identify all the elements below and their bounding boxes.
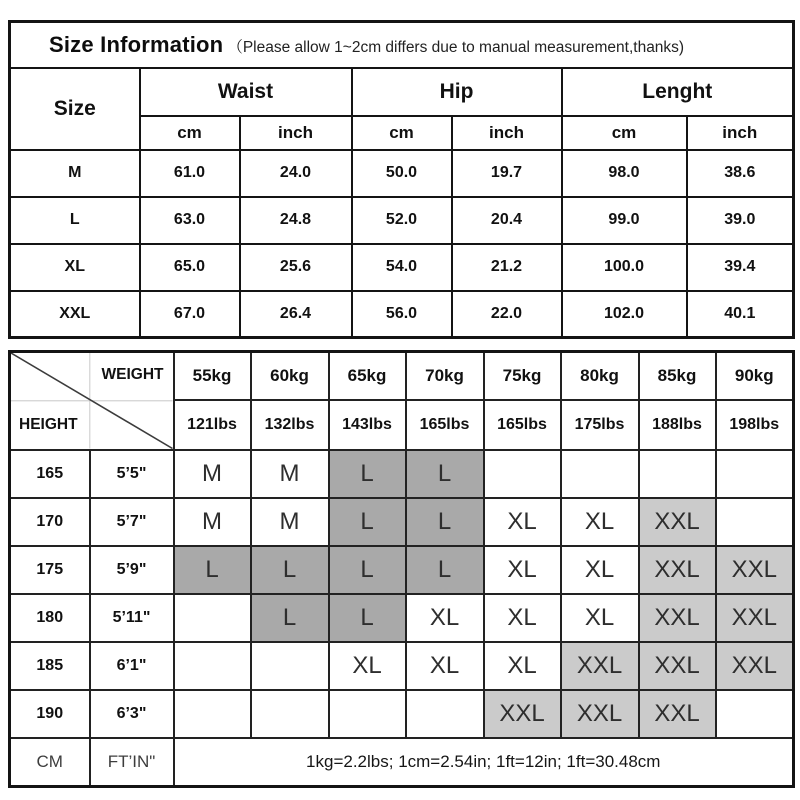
fit-cell [639,450,716,498]
table-title-cell [10,22,794,68]
weight-lbs-header: 165lbs [406,400,484,450]
measurement-cell: 67.0 [140,291,240,338]
fit-cell: XL [561,498,639,546]
fit-cell: L [329,546,406,594]
measurement-cell: 52.0 [352,197,452,244]
measurement-cell: 102.0 [562,291,687,338]
unit-header: inch [240,116,352,150]
measurement-cell: 24.8 [240,197,352,244]
size-row-l [10,197,794,244]
fit-cell: XL [406,642,484,690]
fit-row-175 [10,546,794,594]
length-header: Lenght [562,68,794,116]
fit-cell: XXL [561,690,639,738]
height-ftin-cell: 6’1" [90,642,174,690]
fit-cell: XL [484,498,561,546]
size-column-header: Size [10,68,140,150]
measurement-cell: 50.0 [352,150,452,197]
fit-cell [716,450,794,498]
height-cm-cell: 170 [10,498,90,546]
fit-cell: XXL [716,642,794,690]
height-weight-corner-cell [10,352,174,450]
fit-cell [174,594,251,642]
size-row-label: XL [10,244,140,291]
fit-cell [174,690,251,738]
fit-cell [484,450,561,498]
height-cm-cell: 180 [10,594,90,642]
unit-header: cm [140,116,240,150]
height-ftin-cell: 6’3" [90,690,174,738]
fit-cell [561,450,639,498]
fit-cell: XXL [639,690,716,738]
fit-cell: XXL [639,642,716,690]
fit-cell: L [251,546,329,594]
height-cm-cell: 165 [10,450,90,498]
fit-cell: XXL [639,546,716,594]
fit-cell: M [251,498,329,546]
weight-kg-header: 85kg [639,352,716,400]
size-row-label: L [10,197,140,244]
fit-cell: XL [484,546,561,594]
measurement-cell: 22.0 [452,291,562,338]
size-row-m [10,150,794,197]
weight-kg-header: 80kg [561,352,639,400]
weight-lbs-header: 188lbs [639,400,716,450]
weight-kg-header: 75kg [484,352,561,400]
fit-row-190 [10,690,794,738]
fit-cell: L [406,546,484,594]
fit-cell [716,498,794,546]
height-weight-fit-table [8,350,795,788]
fit-cell [251,690,329,738]
measurement-cell: 26.4 [240,291,352,338]
hip-header: Hip [352,68,562,116]
fit-cell: XL [329,642,406,690]
fit-cell: L [174,546,251,594]
fit-cell: XXL [716,546,794,594]
measurement-cell: 98.0 [562,150,687,197]
fit-cell: M [174,498,251,546]
ftin-unit-label: FT’IN" [90,738,174,787]
fit-cell: L [406,450,484,498]
size-row-xl [10,244,794,291]
fit-row-185 [10,642,794,690]
fit-cell [174,642,251,690]
fit-cell: XXL [639,594,716,642]
measurement-cell: 63.0 [140,197,240,244]
fit-cell: XL [561,594,639,642]
fit-cell: M [174,450,251,498]
weight-lbs-header: 132lbs [251,400,329,450]
unit-header: inch [687,116,794,150]
weight-lbs-header: 165lbs [484,400,561,450]
weight-lbs-header: 143lbs [329,400,406,450]
fit-row-180 [10,594,794,642]
weight-kg-header: 65kg [329,352,406,400]
weight-lbs-header: 198lbs [716,400,794,450]
unit-header: inch [452,116,562,150]
fit-cell: XL [484,594,561,642]
weight-kg-header: 90kg [716,352,794,400]
fit-cell: XXL [561,642,639,690]
weight-kg-header: 55kg [174,352,251,400]
fit-cell [329,690,406,738]
measurement-cell: 38.6 [687,150,794,197]
fit-row-170 [10,498,794,546]
height-ftin-cell: 5’5" [90,450,174,498]
measurement-cell: 20.4 [452,197,562,244]
measurement-cell: 100.0 [562,244,687,291]
measurement-cell: 24.0 [240,150,352,197]
height-ftin-cell: 5’9" [90,546,174,594]
fit-cell [251,642,329,690]
weight-lbs-header: 121lbs [174,400,251,450]
fit-cell: L [406,498,484,546]
weight-lbs-header: 175lbs [561,400,639,450]
cm-unit-label: CM [10,738,90,787]
fit-cell: XL [406,594,484,642]
conversion-note: 1kg=2.2lbs; 1cm=2.54in; 1ft=12in; 1ft=30.48cm [174,738,794,787]
measurement-cell: 39.0 [687,197,794,244]
measurement-cell: 19.7 [452,150,562,197]
fit-cell: XL [561,546,639,594]
measurement-cell: 56.0 [352,291,452,338]
measurement-cell: 21.2 [452,244,562,291]
weight-kg-header: 60kg [251,352,329,400]
measurement-cell: 65.0 [140,244,240,291]
size-row-xxl [10,291,794,338]
unit-header: cm [562,116,687,150]
unit-header: cm [352,116,452,150]
fit-cell: XXL [484,690,561,738]
waist-header: Waist [140,68,352,116]
size-measurement-table [8,20,795,339]
measurement-cell: 40.1 [687,291,794,338]
height-ftin-cell: 5’7" [90,498,174,546]
fit-cell: XXL [639,498,716,546]
size-row-label: M [10,150,140,197]
measurement-cell: 54.0 [352,244,452,291]
height-axis-label: HEIGHT [19,415,78,433]
fit-cell: L [329,594,406,642]
measurement-cell: 39.4 [687,244,794,291]
height-cm-cell: 185 [10,642,90,690]
weight-axis-label: WEIGHT [101,366,164,383]
fit-cell [716,690,794,738]
height-cm-cell: 175 [10,546,90,594]
fit-cell [406,690,484,738]
size-row-label: XXL [10,291,140,338]
fit-cell: XL [484,642,561,690]
fit-row-165 [10,450,794,498]
measurement-note: （Please allow 1~2cm differs due to manual measurement,thanks) [227,38,685,56]
measurement-cell: 61.0 [140,150,240,197]
fit-cell: XXL [716,594,794,642]
weight-kg-header: 70kg [406,352,484,400]
fit-cell: L [329,498,406,546]
height-cm-cell: 190 [10,690,90,738]
fit-cell: L [329,450,406,498]
measurement-cell: 25.6 [240,244,352,291]
fit-footer-row [10,738,794,787]
measurement-cell: 99.0 [562,197,687,244]
fit-cell: L [251,594,329,642]
fit-cell: M [251,450,329,498]
page-title: Size Information [49,31,224,57]
height-ftin-cell: 5’11" [90,594,174,642]
